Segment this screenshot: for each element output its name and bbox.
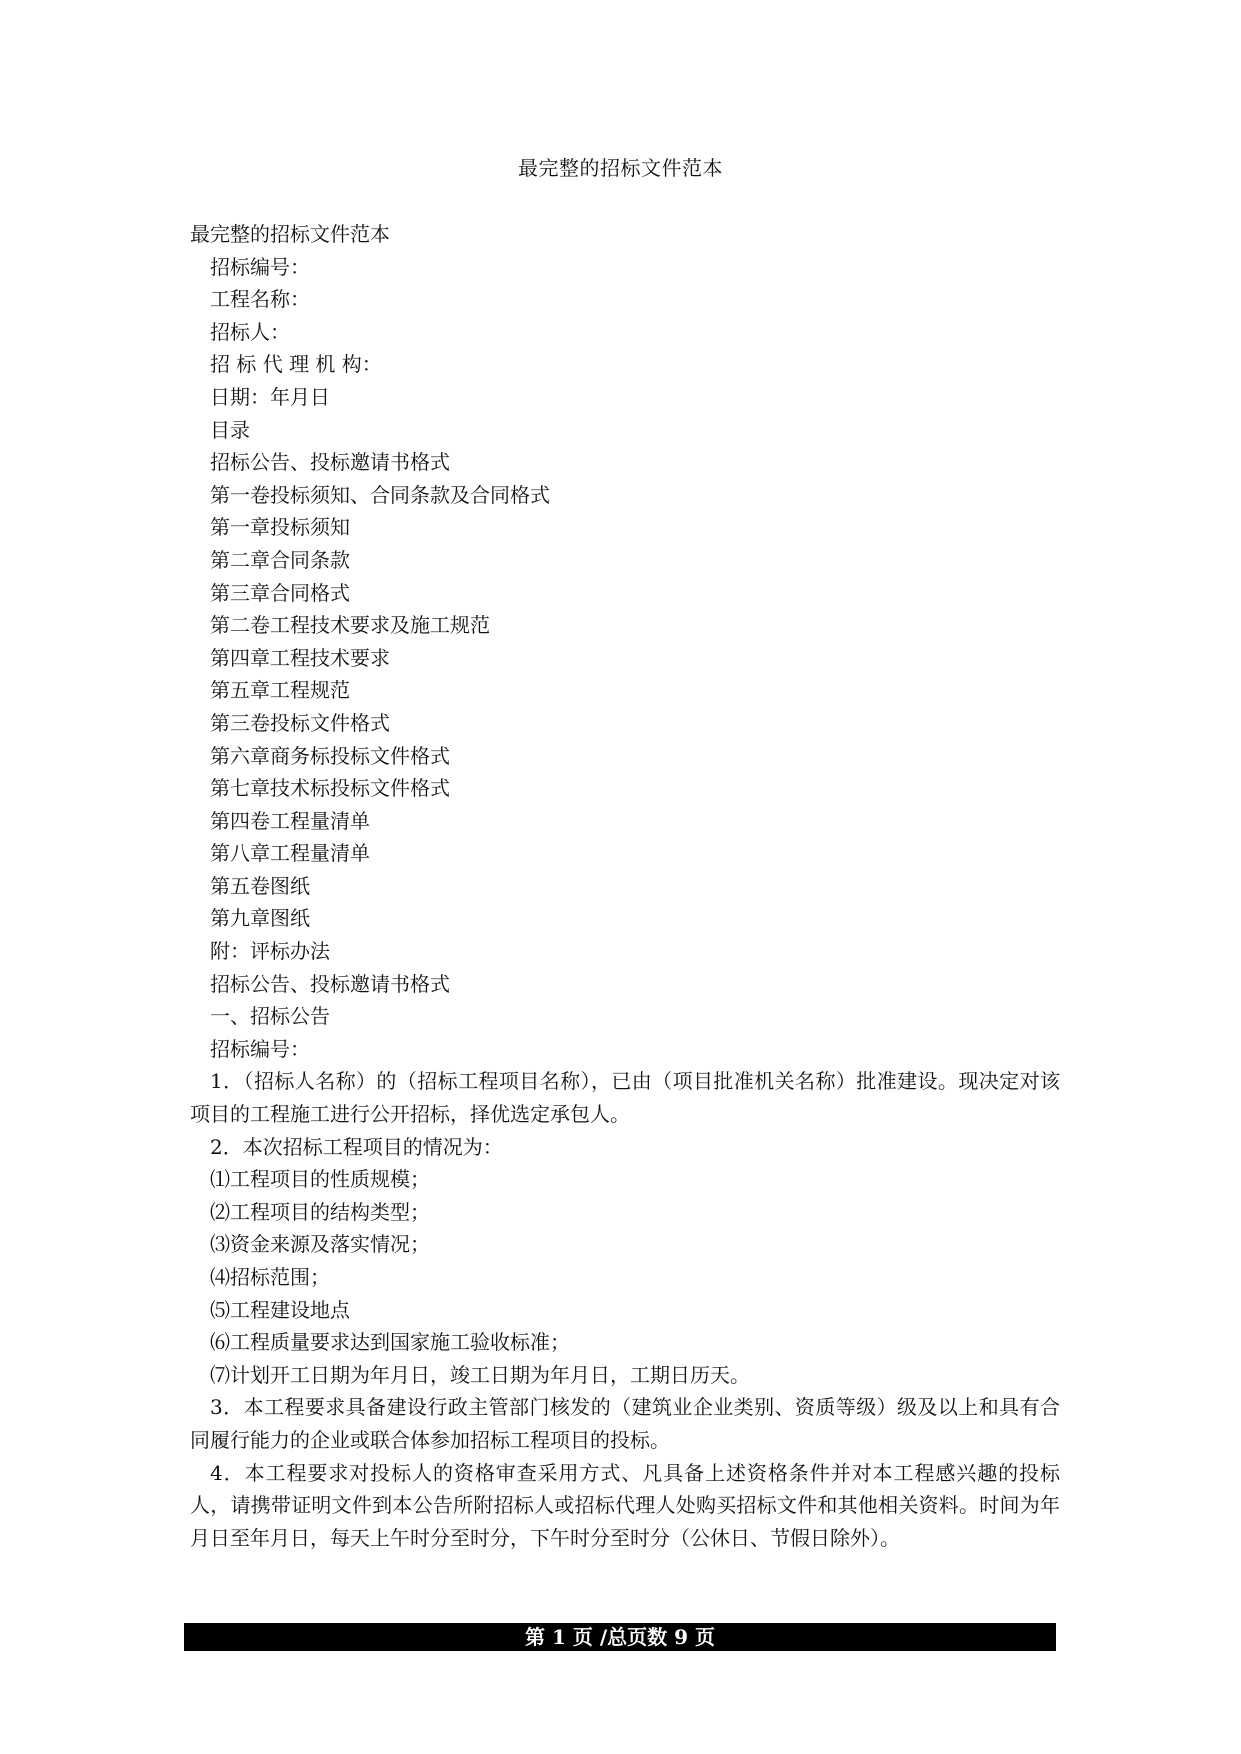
toc-item: 第七章技术标投标文件格式 bbox=[210, 776, 450, 801]
page-number-label: 第 1 页 /总页数 9 页 bbox=[525, 1625, 715, 1649]
toc-item: 第八章工程量清单 bbox=[210, 841, 370, 866]
toc-item: 第五卷图纸 bbox=[210, 873, 310, 898]
toc-item: 第三章合同格式 bbox=[210, 580, 350, 605]
toc-title: 目录 bbox=[210, 417, 250, 442]
toc-item: 第四卷工程量清单 bbox=[210, 808, 370, 833]
body-heading: 最完整的招标文件范本 bbox=[190, 222, 390, 246]
page-footer bbox=[184, 1623, 1056, 1651]
document-title: 最完整的招标文件范本 bbox=[518, 156, 723, 180]
toc-item: 第六章商务标投标文件格式 bbox=[210, 743, 450, 768]
cover-field-date: 日期：年月日 bbox=[210, 384, 330, 409]
bid-number-label: 招标编号： bbox=[210, 1036, 310, 1061]
toc-item: 第二章合同条款 bbox=[210, 547, 350, 572]
paragraph-4: 4．本工程要求对投标人的资格审查采用方式、凡具备上述资格条件并对本工程感兴趣的投标人，请携带证明文件到本公告所附招标人或招标代理人处购买招标文件和其他相关资料。时间为年月日至年月日，每天上午时分至时分，下午时分至时分（公休日、节假日除外）。 bbox=[190, 1460, 1060, 1550]
toc-item: 第五章工程规范 bbox=[210, 678, 350, 703]
subsection-heading: 一、招标公告 bbox=[210, 1004, 330, 1029]
toc-item: 第一卷投标须知、合同条款及合同格式 bbox=[210, 482, 550, 507]
toc-item: 第三卷投标文件格式 bbox=[210, 710, 390, 735]
cover-field-tenderer: 招标人： bbox=[210, 319, 290, 344]
project-item: ⑶资金来源及落实情况； bbox=[210, 1232, 430, 1257]
toc-item: 第一章投标须知 bbox=[210, 515, 350, 540]
toc-item: 第二卷工程技术要求及施工规范 bbox=[210, 613, 490, 638]
project-item: ⑵工程项目的结构类型； bbox=[210, 1199, 430, 1224]
project-item: ⑴工程项目的性质规模； bbox=[210, 1167, 430, 1192]
toc-item: 第四章工程技术要求 bbox=[210, 645, 390, 670]
project-item: ⑺计划开工日期为年月日，竣工日期为年月日，工期日历天。 bbox=[210, 1362, 750, 1387]
section-heading: 招标公告、投标邀请书格式 bbox=[210, 971, 450, 996]
cover-field-bid-number: 招标编号： bbox=[210, 254, 310, 279]
paragraph-2: 2．本次招标工程项目的情况为： bbox=[210, 1134, 503, 1159]
toc-item: 第九章图纸 bbox=[210, 906, 310, 931]
project-item: ⑸工程建设地点 bbox=[210, 1297, 350, 1322]
paragraph-3: 3．本工程要求具备建设行政主管部门核发的（建筑业企业类别、资质等级）级及以上和具有合同履行能力的企业或联合体参加招标工程项目的投标。 bbox=[190, 1395, 1060, 1452]
toc-item: 招标公告、投标邀请书格式 bbox=[210, 450, 450, 475]
project-item: ⑹工程质量要求达到国家施工验收标准； bbox=[210, 1330, 570, 1355]
cover-field-project-name: 工程名称： bbox=[210, 287, 310, 312]
cover-field-agency: 招 标 代 理 机 构： bbox=[210, 352, 382, 377]
project-item: ⑷招标范围； bbox=[210, 1265, 330, 1289]
document-body bbox=[190, 218, 1060, 1554]
paragraph-1: 1．（招标人名称）的（招标工程项目名称），已由（项目批准机关名称）批准建设。现决定对该项目的工程施工进行公开招标，择优选定承包人。 bbox=[190, 1069, 1060, 1127]
toc-item: 附：评标办法 bbox=[210, 939, 330, 964]
